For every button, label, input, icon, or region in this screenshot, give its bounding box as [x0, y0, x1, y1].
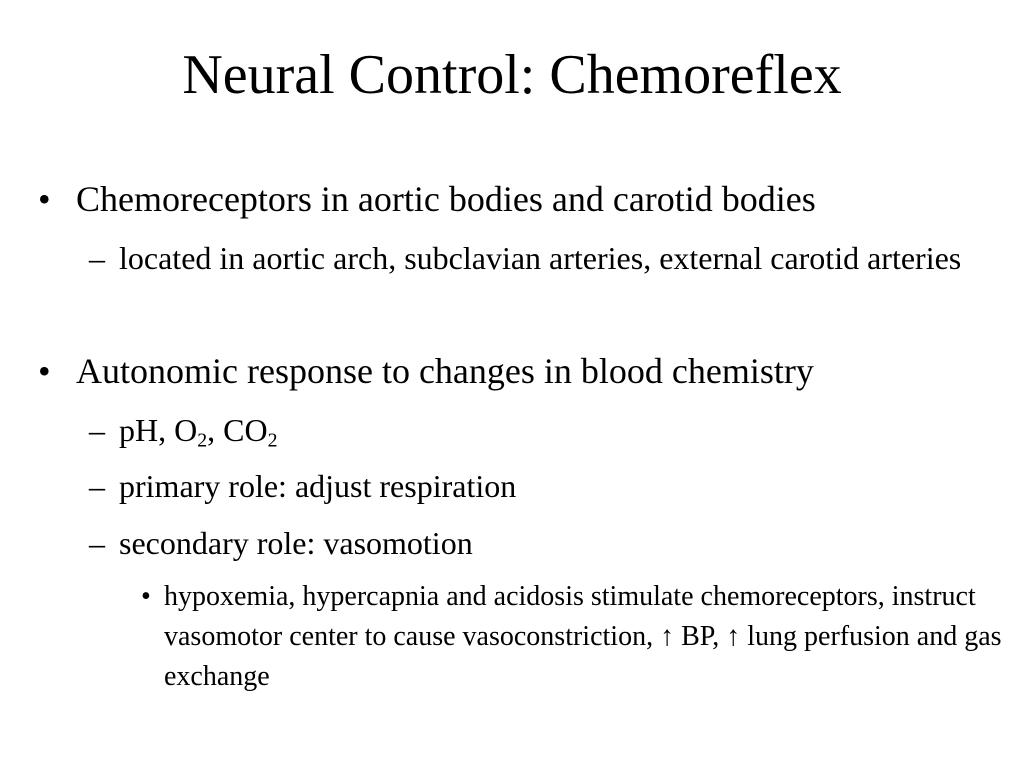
up-arrow-icon: ↑	[660, 621, 675, 652]
sub-item-text: secondary role: vasomotion	[119, 525, 473, 561]
detail-text: hypoxemia, hypercapnia and acidosis stimulate chemoreceptors, instruct vasomotor center to cause vasoconstriction, ↑ BP, ↑ lung perfusion and gas exchange	[164, 581, 1002, 692]
up-arrow-icon: ↑	[726, 621, 741, 652]
bullet-icon: •	[38, 351, 51, 391]
sub-item-text: pH, $O_2$, $CO_2$	[119, 412, 278, 452]
dash-icon: –	[89, 468, 105, 504]
bullet-icon: •	[141, 581, 151, 612]
slide-title: Neural Control: Chemoreflex	[182, 44, 842, 106]
dash-icon: –	[89, 525, 105, 561]
sub-item-location	[89, 238, 999, 278]
bullet-item-chemoreceptors	[38, 178, 816, 220]
sub-item-primary-role	[89, 466, 999, 506]
sub-item-chemistry-variables	[89, 410, 999, 452]
dash-icon: –	[89, 240, 105, 276]
bullet-text: Chemoreceptors in aortic bodies and carotid bodies	[76, 179, 816, 219]
sub-item-secondary-role	[89, 523, 999, 563]
sub-item-text: primary role: adjust respiration	[119, 468, 517, 504]
detail-item-vasoconstriction	[141, 577, 1014, 697]
bullet-icon: •	[38, 179, 51, 219]
bullet-text: Autonomic response to changes in blood chemistry	[76, 351, 814, 391]
sub-item-text: located in aortic arch, subclavian arteries, external carotid arteries	[119, 240, 962, 276]
bullet-item-autonomic-response	[38, 350, 814, 392]
dash-icon: –	[89, 412, 105, 448]
